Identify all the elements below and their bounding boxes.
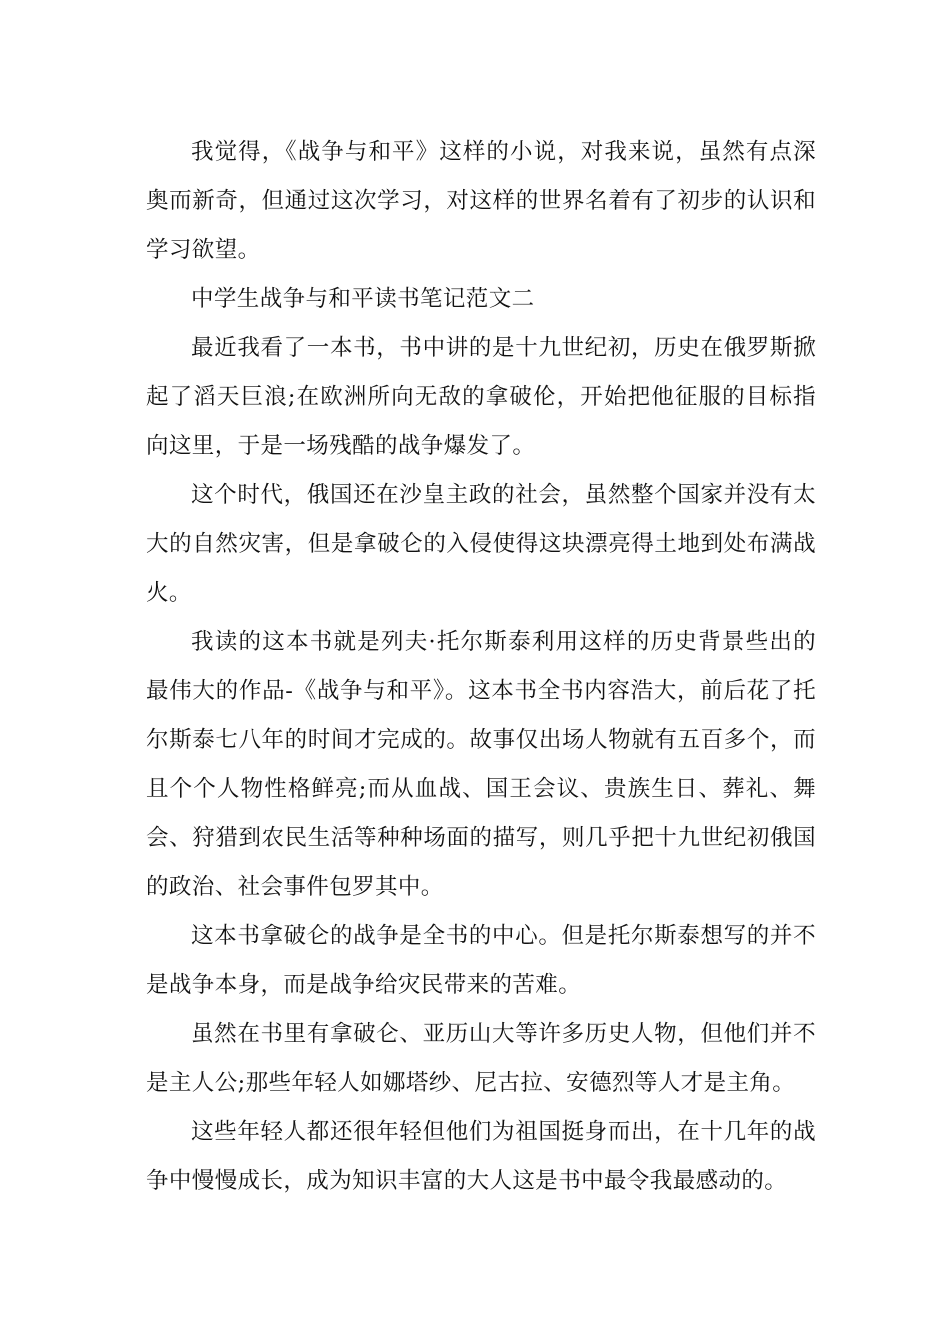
paragraph-2: 最近我看了一本书，书中讲的是十九世纪初，历史在俄罗斯掀起了滔天巨浪;在欧洲所向无敌的拿破伦，开始把他征服的目标指向这里，于是一场残酷的战争爆发了。 bbox=[146, 335, 816, 459]
paragraph-5: 这本书拿破仑的战争是全书的中心。但是托尔斯泰想写的并不是战争本身，而是战争给灾民带来的苦难。 bbox=[146, 923, 816, 998]
paragraph-6: 虽然在书里有拿破仑、亚历山大等许多历史人物，但他们并不是主人公;那些年轻人如娜塔纱、尼古拉、安德烈等人才是主角。 bbox=[146, 1021, 816, 1096]
paragraph-7: 这些年轻人都还很年轻但他们为祖国挺身而出，在十几年的战争中慢慢成长，成为知识丰富的大人这是书中最令我最感动的。 bbox=[146, 1119, 816, 1194]
paragraph-3: 这个时代，俄国还在沙皇主政的社会，虽然整个国家并没有太大的自然灾害，但是拿破仑的入侵使得这块漂亮得土地到处布满战火。 bbox=[146, 482, 816, 606]
body-text bbox=[146, 128, 816, 1206]
section-heading: 中学生战争与和平读书笔记范文二 bbox=[191, 286, 535, 312]
paragraph-4: 我读的这本书就是列夫·托尔斯泰利用这样的历史背景些出的最伟大的作品-《战争与和平》。这本书全书内容浩大，前后花了托尔斯泰七八年的时间才完成的。故事仅出场人物就有五百多个，而且个个人物性格鲜亮;而从血战、国王会议、贵族生日、葬礼、舞会、狩猎到农民生活等种种场面的描写，则几乎把十九世纪初俄国的政治、社会事件包罗其中。 bbox=[146, 629, 816, 900]
paragraph-1: 我觉得，《战争与和平》这样的小说，对我来说，虽然有点深奥而新奇，但通过这次学习，对这样的世界名着有了初步的认识和学习欲望。 bbox=[146, 139, 816, 263]
